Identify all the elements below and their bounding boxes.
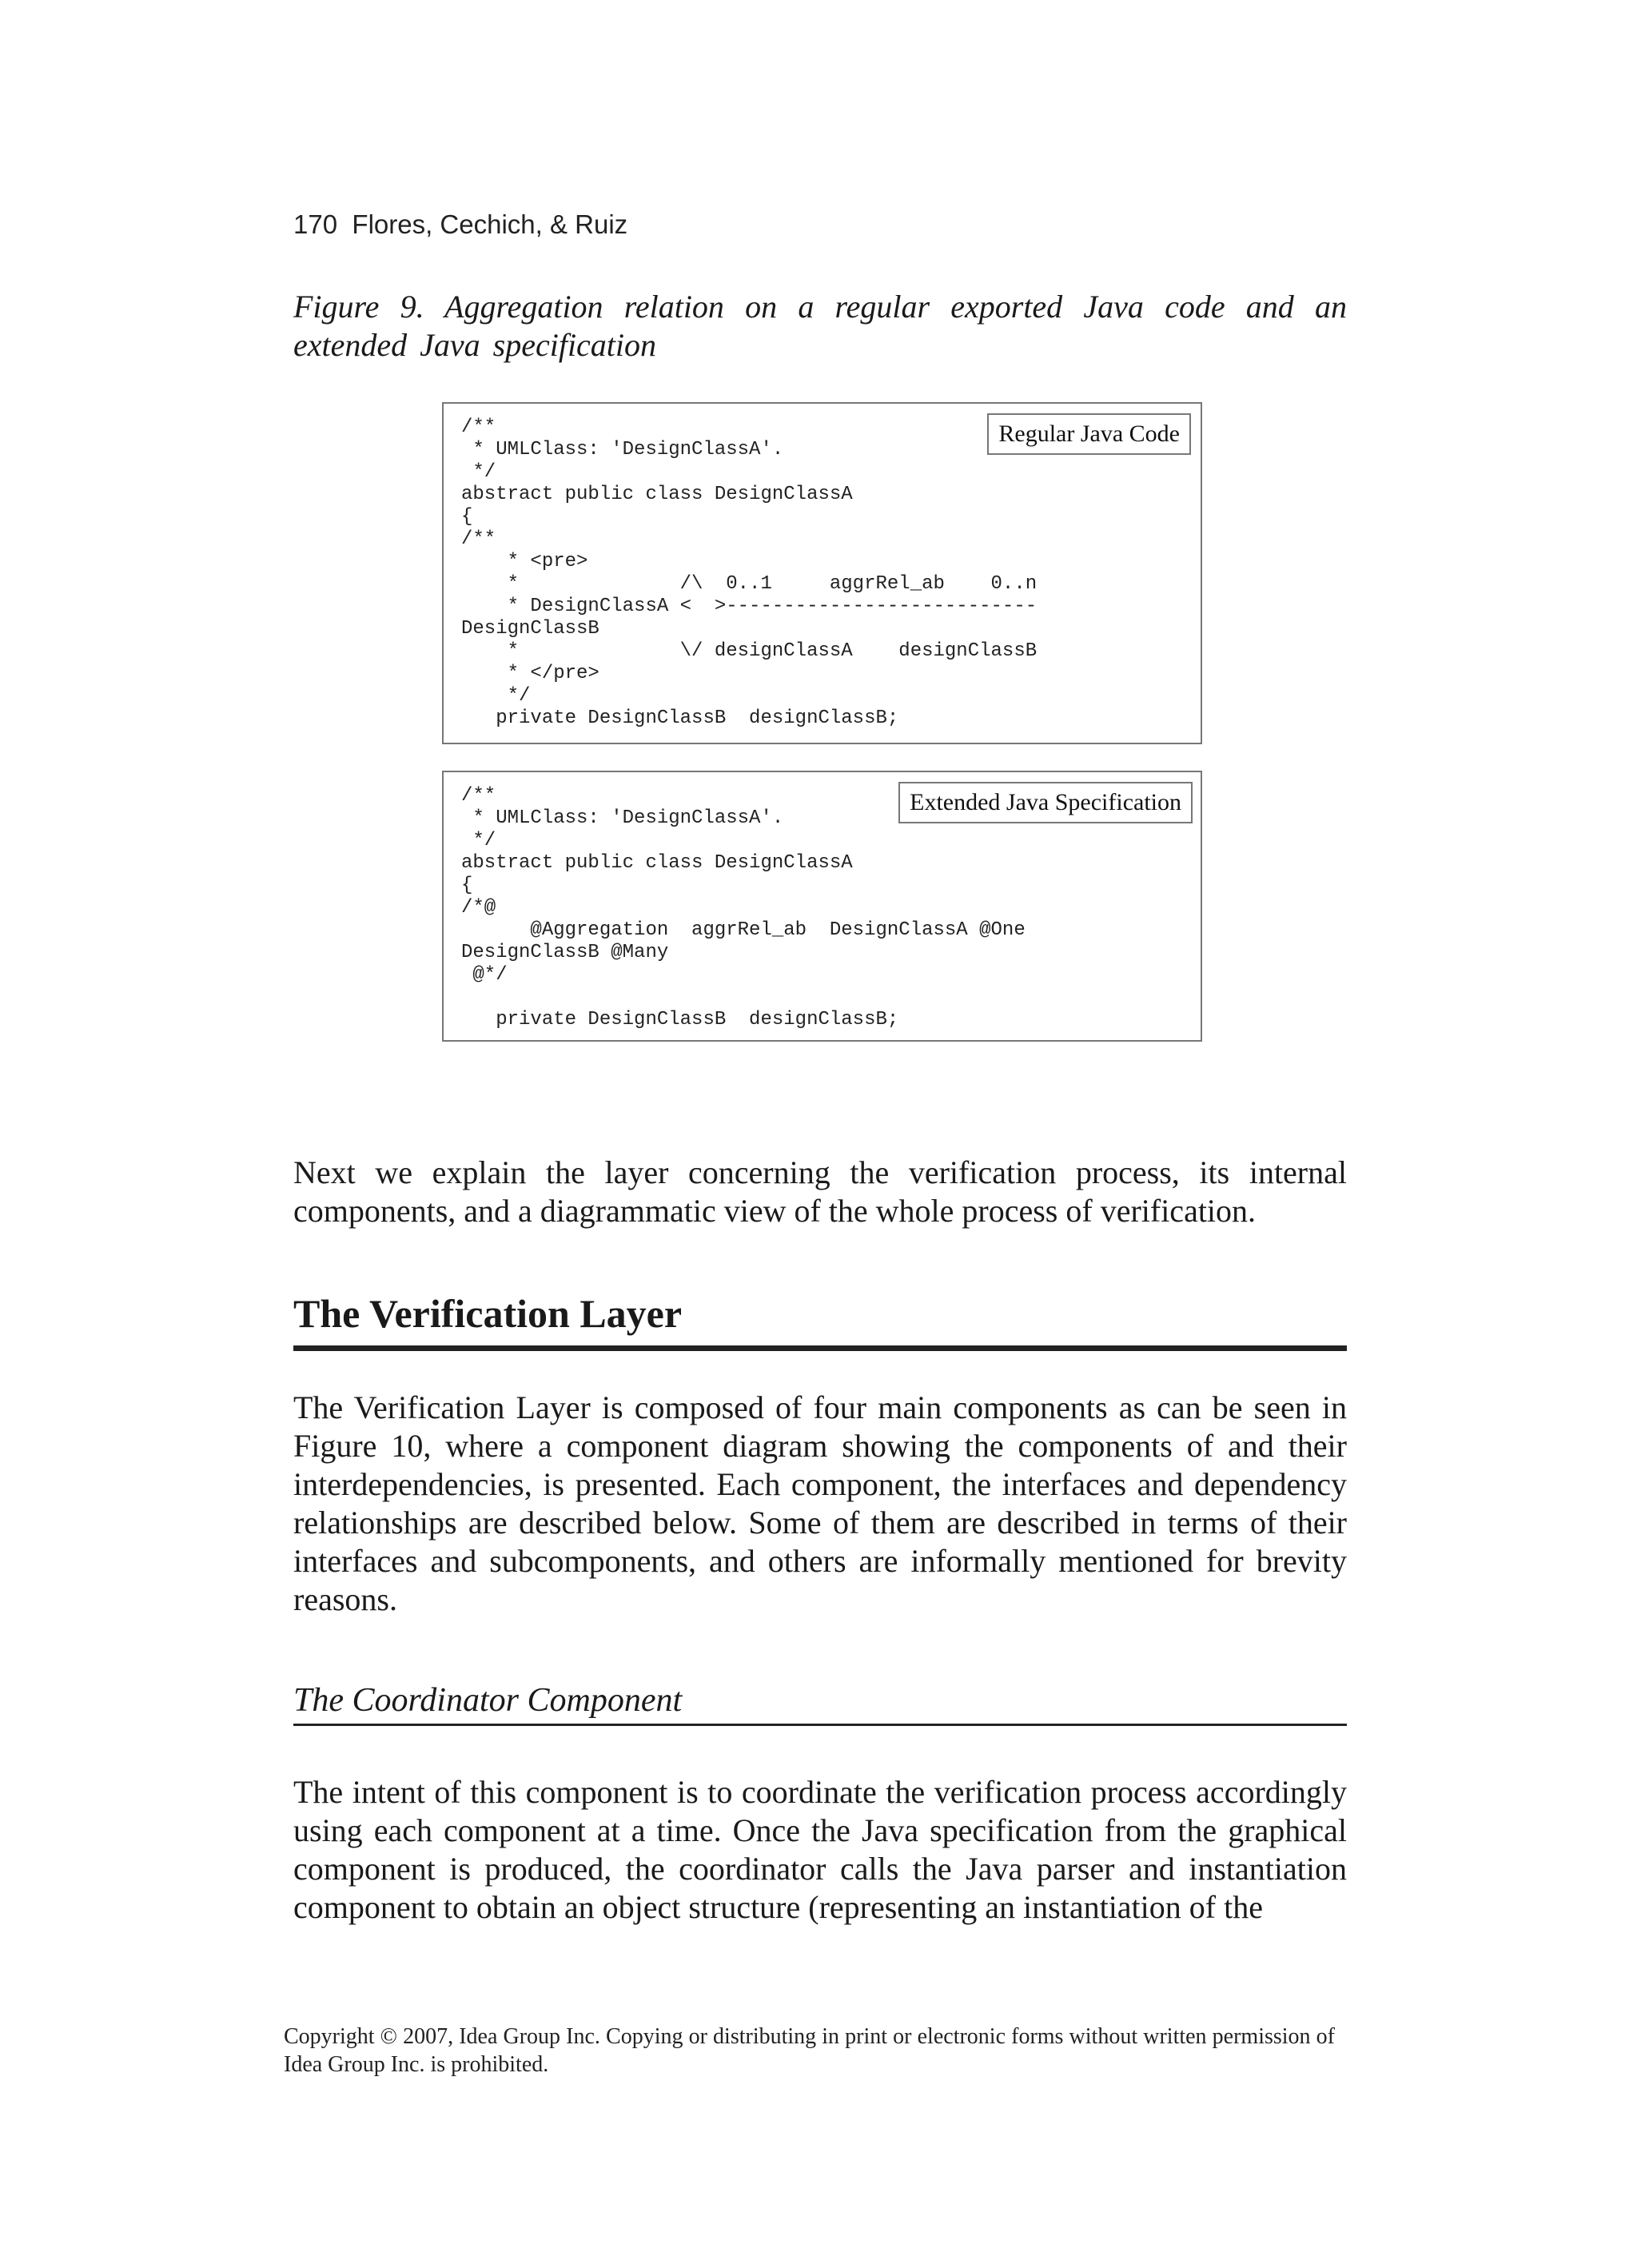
code-line: * /\ 0..1 aggrRel_ab 0..n xyxy=(461,573,1038,595)
code-line: * <pre> xyxy=(461,551,588,572)
code-line: DesignClassB xyxy=(461,618,599,640)
code-blank-line xyxy=(461,987,1026,1009)
extended-java-spec-listing xyxy=(461,785,1026,1031)
code-line: /** xyxy=(461,528,496,550)
code-line: private DesignClassB designClassB; xyxy=(461,1009,899,1030)
code-line: * </pre> xyxy=(461,663,599,684)
code-line: { xyxy=(461,506,473,528)
code-line: @*/ xyxy=(461,964,508,986)
page-number: 170 xyxy=(293,209,338,239)
code-line: @Aggregation aggrRel_ab DesignClassA @One xyxy=(461,919,1026,941)
code-line: abstract public class DesignClassA xyxy=(461,484,853,505)
copyright-footer: Copyright © 2007, Idea Group Inc. Copying or distributing in print or electronic forms without written permission of Idea Group Inc. is prohibited. xyxy=(284,2024,1335,2077)
subsection-heading: The Coordinator Component xyxy=(293,1680,1347,1726)
subsection-paragraph: The intent of this component is to coordinate the verification process accordingly using each component at a time. Once the Java specification from the graphical component is produced, the coordinator calls the Java parser and instantiation component to obtain an object structure (representing an instantiation of the xyxy=(293,1774,1347,1925)
regular-java-code-box xyxy=(442,402,1202,744)
running-header-authors: Flores, Cechich, & Ruiz xyxy=(352,209,628,239)
code-line: DesignClassB @Many xyxy=(461,942,669,963)
code-line: */ xyxy=(461,830,496,851)
code-line: * UMLClass: 'DesignClassA'. xyxy=(461,439,784,460)
extended-java-spec-label: Extended Java Specification xyxy=(898,782,1193,823)
code-line: /** xyxy=(461,785,496,807)
figure-caption: Figure 9. Aggregation relation on a regular exported Java code and an extended Java specification xyxy=(293,289,1347,363)
running-header xyxy=(293,209,627,240)
regular-java-code-listing xyxy=(461,417,1037,730)
code-line: * DesignClassA < >--------------------------- xyxy=(461,596,1038,617)
extended-java-spec-box xyxy=(442,771,1202,1042)
regular-java-code-label: Regular Java Code xyxy=(987,413,1191,455)
code-line: */ xyxy=(461,685,531,707)
code-line: /*@ xyxy=(461,897,496,919)
section-heading: The Verification Layer xyxy=(293,1289,1347,1351)
code-line: private DesignClassB designClassB; xyxy=(461,708,899,729)
code-line: * \/ designClassA designClassB xyxy=(461,640,1038,662)
code-line: /** xyxy=(461,417,496,438)
intro-paragraph: Next we explain the layer concerning the verification process, its internal components, and a diagrammatic view of the whole process of verification. xyxy=(293,1154,1347,1229)
code-line: */ xyxy=(461,461,496,483)
code-line: * UMLClass: 'DesignClassA'. xyxy=(461,807,784,829)
code-line: abstract public class DesignClassA xyxy=(461,852,853,874)
section-paragraph: The Verification Layer is composed of four main components as can be seen in Figure 10, where a component diagram showing the components of and their interdependencies, is presented. Each component, the interfaces and dependency relationships are described below. Some of them are described in terms of their interfaces and subcomponents, and others are informally mentioned for brevity reasons. xyxy=(293,1389,1347,1617)
code-line: { xyxy=(461,875,473,896)
